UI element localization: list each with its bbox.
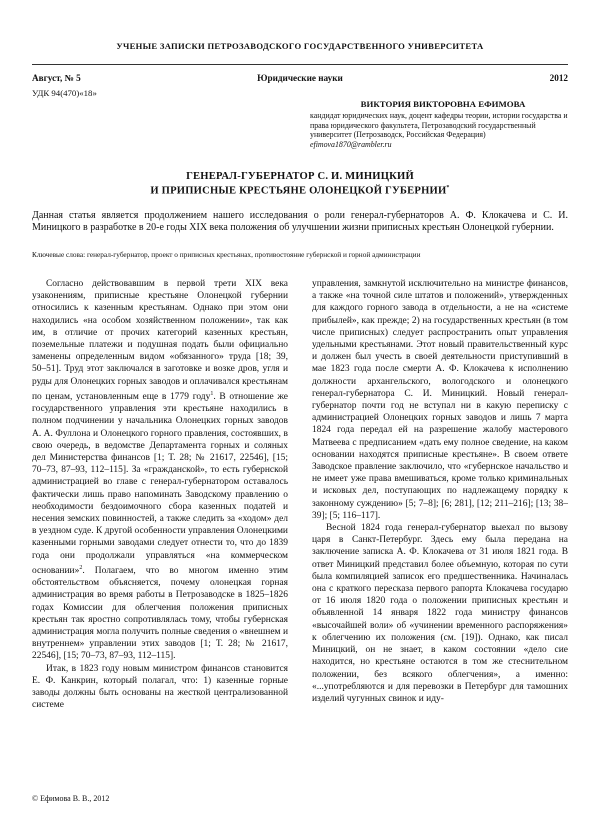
right-paragraph-1: управления, замкнутой исключительно на министре финансов, а также «на точной силе штатов и положений», утвержденных для каждого горного завода в отдельности, а не на «системе прибылей», как прежде; 2) на государственных крестьян (в том числе приписных) следует распространить опыт управления удельными крестьянами. Этот новый правительственный курс и должен был учесть в своей деятельности приступивший в мае 1823 года после смерти А. Ф. Клокачева к исполнению должности архангельского, вологодского и олонецкого генерал-губернатора С. И. Миницкий. Новый генерал-губернатор почти год не вступал ни в какую переписку с администрацией Олонецких горных заводов и лишь 7 марта 1824 года передал ей на разрешение жалобу мастерового Матвеева с предписанием «дать ему полное сведение, на каком основании находятся приписные крестьяне». В своем ответе Заводское правление заключило, что «губернское начальство и не имеет уже права вмешиваться, кроме только криминальных и исковых дел, поступающих по надлежащему порядку к законному суждению» [5; 7–8]; [6; 281], [12; 211–216]; [13; 38–39]; [5; 116–117]. xyxy=(312,279,568,521)
udc-code: УДК 94(470)«18» xyxy=(32,88,97,98)
author-name: ВИКТОРИЯ ВИКТОРОВНА ЕФИМОВА xyxy=(360,99,526,109)
left-paragraph-1 xyxy=(32,278,288,663)
footnote-ref-2: 2 xyxy=(79,564,83,571)
author-affiliation xyxy=(310,111,576,150)
author-email[interactable]: efimova1870@rambler.ru xyxy=(310,140,392,150)
footnote-ref-1: 1 xyxy=(210,390,214,397)
abstract: Данная статья является продолжением нашего исследования о роли генерал-губернаторов А. Ф. Клокачева и С. И. Миницкого в разработке в 20-е годы XIX века положения об улучшении жизни приписных крестьян Олонецкой губернии. xyxy=(32,210,568,234)
left-paragraph-2: Итак, в 1823 году новым министром финансов становится Е. Ф. Канкрин, который полагал, что: 1) казенные горные заводы должны быть основаны на жесткой централизованной системе xyxy=(32,663,288,711)
title-footnote-mark: * xyxy=(446,185,450,191)
left-paragraph-1-part-b: . В отношение же государственного управления эти крестьяне находились в полном подчинении у начальника Олонецких горных заводов А. А. Фуллона и Олонецкого горного правления, состоявших, в свою очередь, в ведомстве Департамента горных и соляных дел Министерства финансов [1; Т. 28; № 21617, 22546], [15; 70–73, 87–93, 112–115]. За «гражданской», то есть губернской администрацией во главе с генерал-губернатором оставалось фактически лишь право напоминать Заводскому правлению о необходимости бездоимочного сбора казенных податей и несения земских повинностей, а также следить за «ходом» дел в уездном суде. К другой особенности управления Олонецкими казенными горными заводами следует отнести то, что до 1839 года они продолжали управляться «на коммерческом основании» xyxy=(32,391,288,576)
copyright: © Ефимова В. В., 2012 xyxy=(32,794,110,803)
right-paragraph-2: Весной 1824 года генерал-губернатор выехал по вызову царя в Санкт-Петербург. Здесь ему была передана на заключение записка А. Ф. Клокачева от 31 июля 1821 года. В ответ Миницкий представил более объемную, которая по сути была компиляцией записок его предшественника. Начиналась она с краткого пересказа первого рапорта Клокачева государю от 16 июля 1820 года о положении приписных крестьян и объявленной 14 января 1822 года министру финансов «высочайшей воли» об «учинении временного распоряжения» к облегчению их положения (см. [19]). Однако, как писал Миницкий, он не знает, в каком состоянии «дело сие находится, но крестьяне остаются в том же стеснительном положении, без всякого облегчения», а именно: «...употребляются и для перевозки в Петербург для тамошних изделий чугунных свинок и иду- xyxy=(312,523,568,704)
left-paragraph-1-part-a: Согласно действовавшим в первой трети XIX века узаконениям, приписные крестьяне Олонецкой губернии относились к казенным крестьянам. Однако при этом они находились «на особом хозяйственном положении», так как им, в отличие от прочих категорий казенных крестьян, поземельные платежи и подушная подать были официально заменены определенным видом «обязанного» труда [18; 39, 50–51]. Труд этот заключался в заготовке и возке дров, угля и руды для Олонецких горных заводов и оплачивался крестьянам по ценам, установленным еще в 1779 году xyxy=(32,279,288,402)
right-column xyxy=(312,278,568,705)
keywords: Ключевые слова: генерал-губернатор, проект о приписных крестьянах, противостояние губернской и горной администрации xyxy=(32,250,421,259)
affiliation-text: кандидат юридических наук, доцент кафедры теории, истории государства и права юридического факультета, Петрозаводский государственный университет (Петрозаводск, Российская Федерация) xyxy=(310,111,568,140)
section-label: Юридические науки xyxy=(257,73,343,83)
year-label: 2012 xyxy=(549,73,568,83)
journal-name: УЧЕНЫЕ ЗАПИСКИ ПЕТРОЗАВОДСКОГО ГОСУДАРСТВЕННОГО УНИВЕРСИТЕТА xyxy=(116,41,484,51)
article-title-line2 xyxy=(0,185,600,197)
article-title-line1: ГЕНЕРАЛ-ГУБЕРНАТОР С. И. МИНИЦКИЙ xyxy=(186,171,414,182)
header-rule xyxy=(32,64,568,65)
left-paragraph-1-part-c: . Полагаем, что во многом именно этим обстоятельством объясняется, почему олонецкая горная администрация во время работы в Петрозаводске в 1825–1826 годах Комиссии для облегчения положения приписных крестьян так яростно сопротивлялась тому, чтобы губернская администрация могла получить полные сведения о «внешнем и внутреннем» управлении этих заводов [1; Т. 28; № 21617, 22546], [15; 70–73, 87–93, 112–115]. xyxy=(32,565,288,662)
title-line2-text: И ПРИПИСНЫЕ КРЕСТЬЯНЕ ОЛОНЕЦКОЙ ГУБЕРНИИ xyxy=(150,185,447,197)
left-column xyxy=(32,278,288,711)
issue-label: Август, № 5 xyxy=(32,73,81,83)
